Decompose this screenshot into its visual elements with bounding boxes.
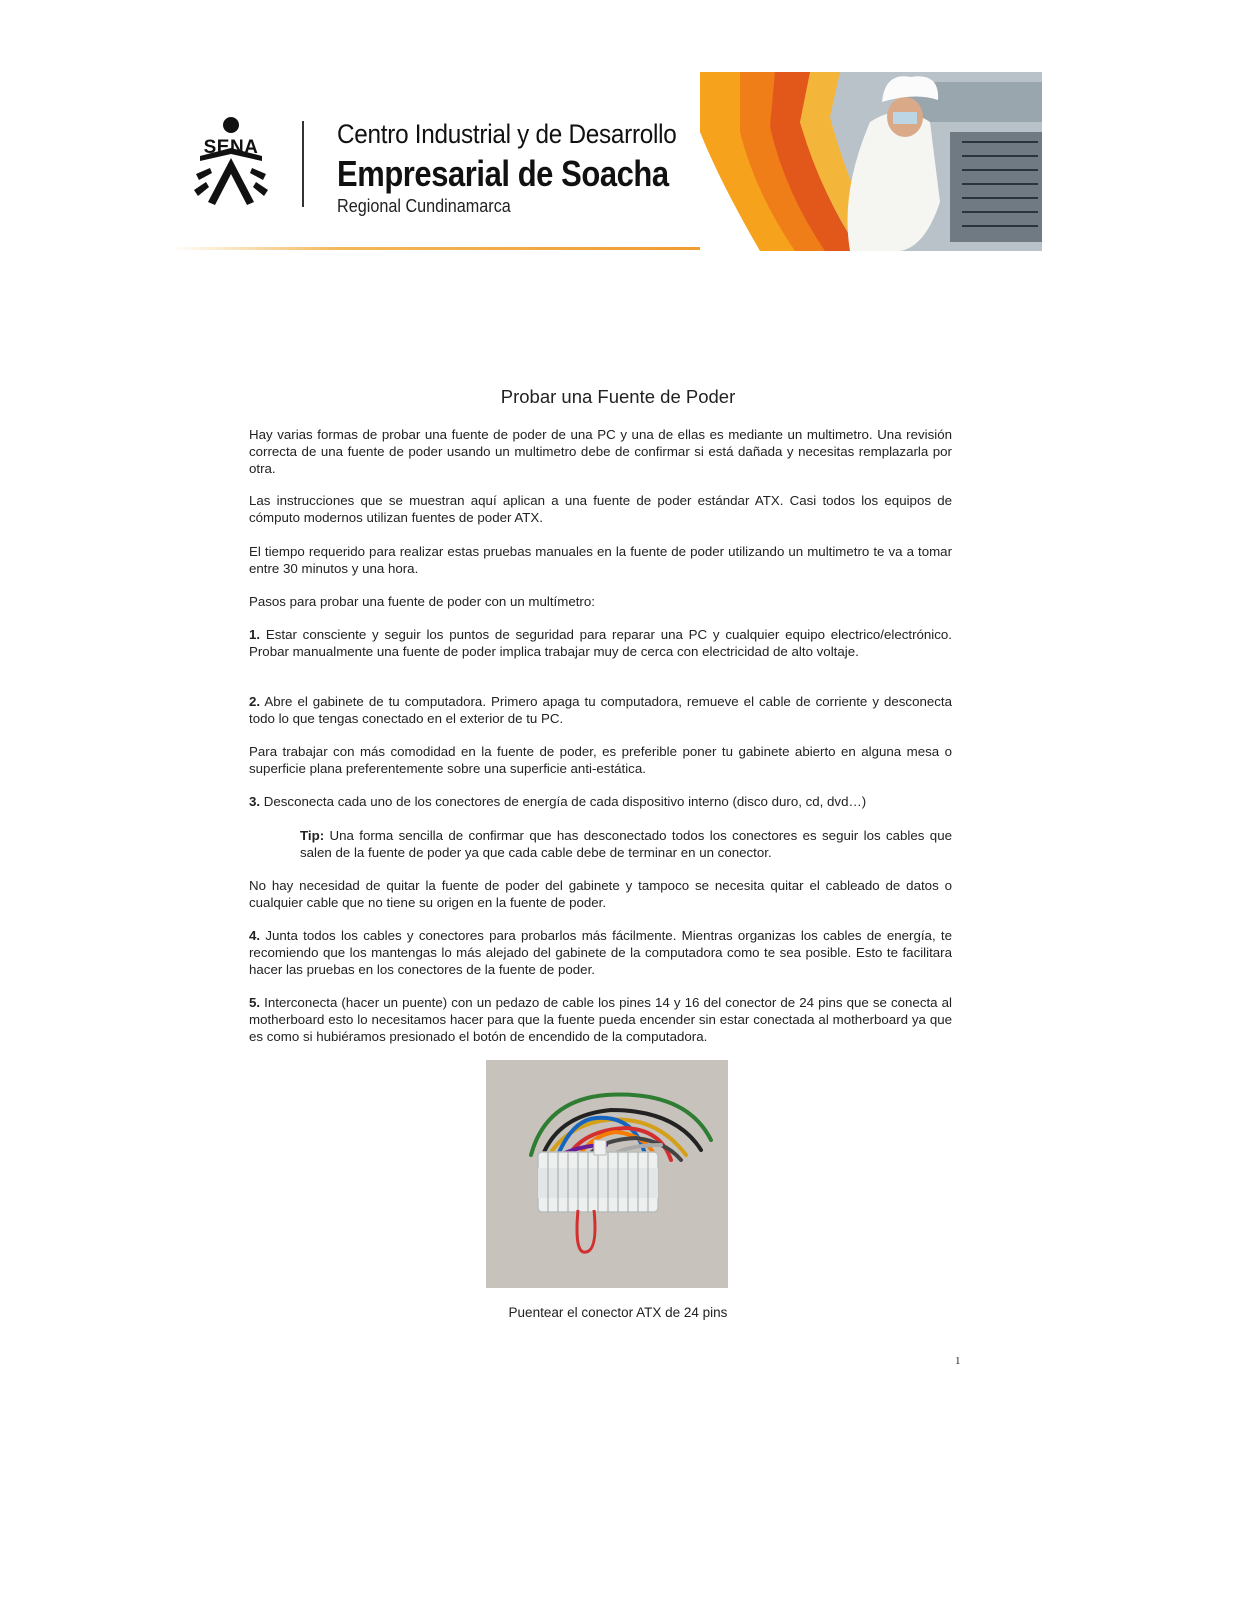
step-4 (249, 927, 952, 978)
sena-logo-text: SENA (203, 137, 259, 158)
paragraph-time: El tiempo requerido para realizar estas pruebas manuales en la fuente de poder utilizando un multimetro te va a tomar entre 30 minutos y una hora. (249, 544, 952, 576)
step-4-text: Junta todos los cables y conectores para probarlos más fácilmente. Mientras organizas los cables de energía, te recomiendo que los mantengas lo más alejado del gabinete de la computadora como te sea posible. Esto te facilitara hacer las pruebas en los conectores de la fuente de poder. (249, 928, 952, 977)
step-1 (249, 626, 952, 660)
page-number: 1 (955, 1355, 961, 1367)
document-title: Probar una Fuente de Poder (500, 386, 736, 407)
figure-caption: Puentear el conector ATX de 24 pins (508, 1305, 728, 1320)
header-rule (170, 247, 730, 250)
header-divider (302, 121, 304, 207)
tip-paragraph (300, 827, 952, 861)
step-2-number: 2. (249, 694, 261, 709)
step-5 (249, 994, 952, 1045)
paragraph-comfort: Para trabajar con más comodidad en la fuente de poder, es preferible poner tu gabinete abierto en alguna mesa o superficie plana preferentemente sobre una superficie anti-estática. (249, 744, 952, 776)
chef-kitchen-photo (700, 72, 1042, 251)
institution-region: Regional Cundinamarca (337, 196, 511, 216)
paragraph-intro: Hay varias formas de probar una fuente de poder de una PC y una de ellas es mediante un multimetro. Una revisión correcta de una fuente de poder usando un multimetro debe de confirmar si está dañada y necesitas remplazarla por otra. (249, 427, 952, 476)
paragraph-atx: Las instrucciones que se muestran aquí aplican a una fuente de poder estándar ATX. Casi todos los equipos de cómputo modernos utilizan fuentes de poder ATX. (249, 493, 952, 525)
tip-label: Tip: (300, 828, 325, 843)
step-4-number: 4. (249, 928, 261, 943)
atx-connector-photo (486, 1060, 728, 1288)
institution-name-line2: Empresarial de Soacha (337, 153, 669, 194)
paragraph-no-need: No hay necesidad de quitar la fuente de poder del gabinete y tampoco se necesita quitar el cableado de datos o cualquier cable que no tiene su origen en la fuente de poder. (249, 878, 952, 910)
document-header (0, 0, 1236, 270)
step-3 (249, 793, 952, 810)
step-1-text: Estar consciente y seguir los puntos de seguridad para reparar una PC y cualquier equipo electrico/electrónico. Probar manualmente una fuente de poder implica trabajar muy de cerca con electricidad de alto voltaje. (249, 627, 952, 659)
step-3-number: 3. (249, 794, 261, 809)
institution-name-line1: Centro Industrial y de Desarrollo (337, 119, 677, 149)
step-5-number: 5. (249, 995, 261, 1010)
tip-text: Una forma sencilla de confirmar que has desconectado todos los conectores es seguir los cables que salen de la fuente de poder ya que cada cable debe de terminar en un conector. (300, 828, 952, 860)
step-2 (249, 693, 952, 727)
step-1-number: 1. (249, 627, 261, 642)
sena-logo (188, 116, 274, 211)
paragraph-steps-intro: Pasos para probar una fuente de poder con un multímetro: (249, 594, 595, 609)
step-2-text: Abre el gabinete de tu computadora. Primero apaga tu computadora, remueve el cable de corriente y desconecta todo lo que tengas conectado en el exterior de tu PC. (249, 694, 952, 726)
step-5-text: Interconecta (hacer un puente) con un pedazo de cable los pines 14 y 16 del conector de 24 pins que se conecta al motherboard esto lo necesitamos hacer para que la fuente pueda encender sin estar conectada al motherboard ya que es como si hubiéramos presionado el botón de encendido de la computadora. (249, 995, 952, 1044)
step-3-text: Desconecta cada uno de los conectores de energía de cada dispositivo interno (disco duro, cd, dvd…) (260, 794, 867, 809)
